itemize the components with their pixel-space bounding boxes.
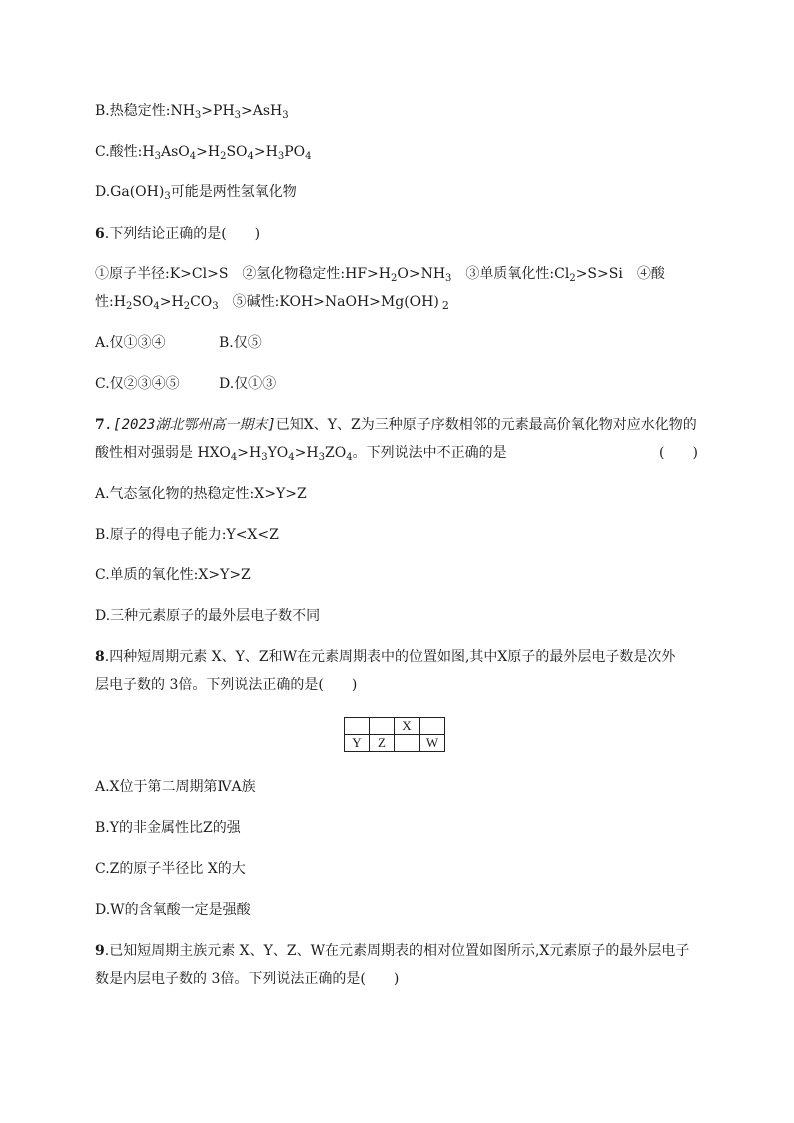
q6-option-c: C.仅②③④⑤ bbox=[95, 376, 180, 392]
q7-stem-line2 bbox=[95, 443, 507, 463]
q7-text: ZO bbox=[325, 445, 347, 461]
q8-option-b: B.Y的非金属性比Z的强 bbox=[95, 820, 241, 836]
q5-d-text: 可能是两性氢氧化物 bbox=[170, 184, 297, 200]
question-stem: .下列结论正确的是( ) bbox=[104, 226, 261, 242]
sub: 3 bbox=[234, 110, 242, 121]
sub: 2 bbox=[220, 151, 227, 162]
sub: 3 bbox=[164, 191, 171, 202]
q5-c-text: C.酸性:H bbox=[95, 144, 155, 160]
q6-option-a: A.仅①③④ bbox=[95, 335, 166, 351]
sub: 2 bbox=[391, 273, 398, 284]
q5-b-text: >PH bbox=[201, 103, 235, 119]
sub: 2 bbox=[441, 299, 449, 312]
sub: 4 bbox=[153, 301, 160, 312]
q7-option-c: C.单质的氧化性:X>Y>Z bbox=[95, 567, 251, 583]
table-cell bbox=[370, 718, 395, 735]
q5-c-text: SO bbox=[226, 144, 248, 160]
q5-c-text: >H bbox=[253, 144, 278, 160]
question-number: 8 bbox=[95, 649, 105, 665]
table-cell: W bbox=[420, 735, 445, 752]
q7-stem-line1 bbox=[95, 415, 697, 435]
question-number: 6 bbox=[95, 226, 105, 242]
question-number: 7 bbox=[95, 417, 105, 433]
sub: 4 bbox=[305, 151, 312, 162]
q9-stem-line2: 数是内层电子数的 3倍。下列说法正确的是( ) bbox=[95, 971, 400, 987]
table-row bbox=[345, 735, 445, 752]
q8-option-d: D.W的含氧酸一定是强酸 bbox=[95, 902, 251, 918]
table-cell: Z bbox=[370, 735, 395, 752]
q6-text: 性:H bbox=[95, 294, 126, 310]
q6-text: CO bbox=[190, 294, 213, 310]
q6-statements-line2 bbox=[95, 292, 449, 316]
sub: 4 bbox=[288, 452, 295, 463]
sub: 4 bbox=[189, 151, 197, 162]
sub: 3 bbox=[261, 452, 268, 463]
table-cell: X bbox=[395, 718, 420, 735]
q6-option-b: B.仅⑤ bbox=[219, 335, 262, 351]
table-cell bbox=[420, 718, 445, 735]
sub: 4 bbox=[346, 452, 353, 463]
sub: 4 bbox=[230, 452, 238, 463]
q9-stem-line1 bbox=[95, 941, 689, 961]
table-cell bbox=[345, 718, 370, 735]
answer-paren: ( ) bbox=[659, 445, 698, 461]
q6-text: ③单质氧化性:Cl bbox=[451, 266, 570, 282]
q5-option-d bbox=[95, 182, 297, 202]
q6-text: >S>Si ④酸 bbox=[575, 266, 665, 282]
q7-text: >H bbox=[237, 445, 262, 461]
table-cell bbox=[395, 735, 420, 752]
q7-text: >H bbox=[294, 445, 319, 461]
q5-b-text: >AsH bbox=[241, 103, 283, 119]
question-number: 9 bbox=[95, 943, 105, 959]
q8-stem-line2: 层电子数的 3倍。下列说法正确的是( ) bbox=[95, 677, 358, 693]
q7-option-d: D.三种元素原子的最外层电子数不同 bbox=[95, 608, 321, 624]
sub: 3 bbox=[445, 273, 452, 284]
q7-text: 。下列说法中不正确的是 bbox=[352, 445, 507, 461]
q5-c-text: AsO bbox=[160, 144, 190, 160]
sub: 3 bbox=[318, 452, 325, 463]
q7-option-b: B.原子的得电子能力:Y<X<Z bbox=[95, 527, 279, 543]
table-row bbox=[345, 718, 445, 735]
q6-text: >H bbox=[159, 294, 184, 310]
source-tag: .[2023湖北鄂州高一期末] bbox=[104, 417, 276, 433]
table-cell: Y bbox=[345, 735, 370, 752]
q5-b-text: B.热稳定性:NH bbox=[95, 103, 195, 119]
sub: 4 bbox=[247, 151, 254, 162]
q5-option-b bbox=[95, 101, 289, 121]
sub: 3 bbox=[282, 110, 289, 121]
q7-text: YO bbox=[267, 445, 289, 461]
q6-text: SO bbox=[132, 294, 154, 310]
q6-text: ⑤碱性:KOH>NaOH>Mg(OH) bbox=[218, 294, 439, 310]
q5-d-text: D.Ga(OH) bbox=[95, 184, 165, 200]
sub: 3 bbox=[154, 151, 161, 162]
q7-option-a: A.气态氢化物的热稳定性:X>Y>Z bbox=[95, 486, 307, 502]
q8-option-c: C.Z的原子半径比 X的大 bbox=[95, 861, 246, 877]
question-stem: .已知短周期主族元素 X、Y、Z、W在元素周期表的相对位置如图所示,X元素原子的最外层电子 bbox=[104, 943, 690, 959]
q6-text: ①原子半径:K>Cl>S ②氢化物稳定性:HF>H bbox=[95, 266, 391, 282]
q8-option-a: A.X位于第二周期第ⅣA族 bbox=[95, 779, 256, 795]
q5-c-text: PO bbox=[284, 144, 306, 160]
q6-statements-line1 bbox=[95, 264, 665, 284]
q6-text: O>NH bbox=[397, 266, 446, 282]
question-stem: 已知X、Y、Z为三种原子序数相邻的元素最高价氧化物对应水化物的 bbox=[275, 417, 697, 433]
periodic-table-fragment bbox=[344, 717, 445, 752]
q5-c-text: >H bbox=[196, 144, 221, 160]
sub: 3 bbox=[277, 151, 285, 162]
sub: 3 bbox=[194, 110, 202, 121]
sub: 3 bbox=[212, 301, 219, 312]
question-stem: .四种短周期元素 X、Y、Z和W在元素周期表中的位置如图,其中X原子的最外层电子数是次外 bbox=[104, 649, 676, 665]
sub: 2 bbox=[183, 301, 191, 312]
q7-text: 酸性相对强弱是 HXO bbox=[95, 445, 231, 461]
q5-option-c bbox=[95, 142, 312, 162]
q8-stem-line1 bbox=[95, 647, 675, 667]
sub: 2 bbox=[125, 301, 133, 312]
q6-stem bbox=[95, 224, 260, 244]
q6-option-d: D.仅①③ bbox=[219, 376, 277, 392]
sub: 2 bbox=[569, 273, 576, 284]
